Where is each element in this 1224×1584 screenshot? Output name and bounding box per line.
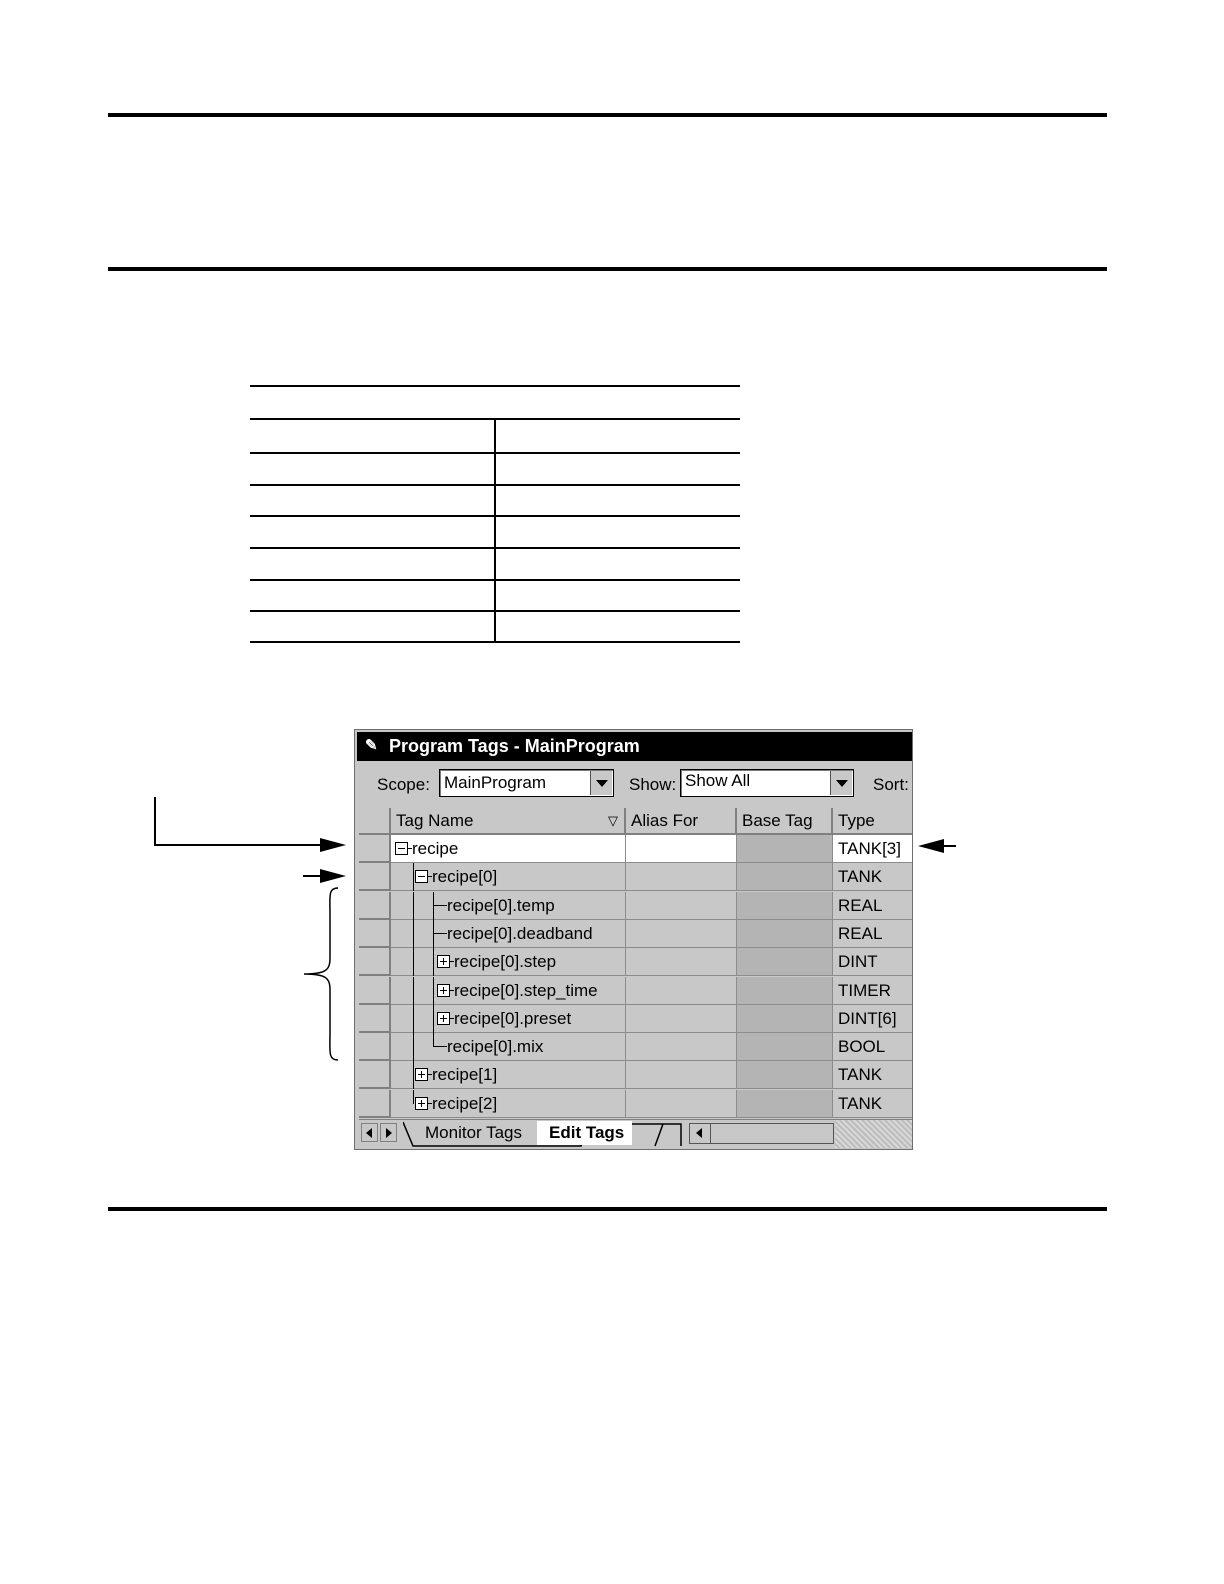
scope-label: Scope: <box>377 775 430 794</box>
tag-name: recipe[1] <box>432 1065 498 1085</box>
tag-name: recipe[0].preset <box>454 1008 572 1028</box>
expand-icon[interactable] <box>415 1068 428 1081</box>
scope-value: MainProgram <box>444 773 547 792</box>
alias-for-cell[interactable] <box>626 835 737 863</box>
alias-for-cell[interactable] <box>626 948 737 976</box>
type-cell[interactable]: REAL <box>833 920 913 948</box>
table-row[interactable] <box>359 1033 913 1061</box>
bottom-rule <box>108 1207 1107 1211</box>
alias-for-cell[interactable] <box>626 1005 737 1033</box>
tag-name-cell[interactable] <box>391 863 626 891</box>
base-tag-cell <box>737 863 833 891</box>
expand-icon[interactable] <box>415 1097 428 1110</box>
row-selector[interactable] <box>359 1090 391 1118</box>
alias-for-cell[interactable] <box>626 892 737 920</box>
tag-name-cell[interactable] <box>391 1005 626 1033</box>
collapse-icon[interactable] <box>415 870 428 883</box>
base-tag-cell <box>737 977 833 1005</box>
toolbar <box>359 763 912 803</box>
collapse-icon[interactable] <box>395 842 408 855</box>
tab-edit-tags[interactable]: Edit Tags <box>537 1121 632 1145</box>
tag-name: recipe <box>412 839 459 858</box>
row-selector[interactable] <box>359 892 391 920</box>
column-header-alias-for[interactable]: Alias For <box>626 808 737 835</box>
expand-icon[interactable] <box>437 984 450 997</box>
table-row[interactable] <box>359 920 913 948</box>
alias-for-cell[interactable] <box>626 977 737 1005</box>
type-cell[interactable]: TANK <box>833 863 913 891</box>
type-cell[interactable]: REAL <box>833 892 913 920</box>
alias-for-cell[interactable] <box>626 1090 737 1118</box>
tag-name-cell[interactable] <box>391 1061 626 1089</box>
show-dropdown[interactable] <box>680 769 854 797</box>
tree-line <box>413 1005 414 1033</box>
row-selector[interactable] <box>359 920 391 948</box>
tag-name: recipe[0].step <box>454 952 557 972</box>
alias-for-cell[interactable] <box>626 863 737 891</box>
row-selector[interactable] <box>359 977 391 1005</box>
table-row[interactable] <box>359 863 913 891</box>
tag-name: recipe[0].deadband <box>447 923 593 943</box>
chevron-down-icon[interactable] <box>830 771 852 795</box>
tree-line <box>433 1046 447 1047</box>
scroll-left-icon[interactable] <box>690 1124 711 1143</box>
tree-line <box>433 892 434 920</box>
alias-for-cell[interactable] <box>626 1061 737 1089</box>
base-tag-cell <box>737 948 833 976</box>
row-selector[interactable] <box>359 1005 391 1033</box>
program-tags-window <box>354 729 913 1150</box>
row-selector[interactable] <box>359 1061 391 1089</box>
pencil-icon: ✎ <box>365 737 378 754</box>
base-tag-cell <box>737 835 833 863</box>
base-tag-cell <box>737 1005 833 1033</box>
corner-header[interactable] <box>359 808 391 835</box>
tag-name-cell[interactable] <box>391 948 626 976</box>
base-tag-cell <box>737 1090 833 1118</box>
tag-name-cell[interactable] <box>391 920 626 948</box>
title-bar[interactable] <box>357 732 912 761</box>
scope-dropdown[interactable] <box>439 769 614 797</box>
table-row[interactable] <box>359 1005 913 1033</box>
alias-for-cell[interactable] <box>626 1033 737 1061</box>
tag-name-cell[interactable] <box>391 1090 626 1118</box>
chevron-down-icon[interactable] <box>590 771 612 795</box>
column-header-label: Tag Name <box>396 811 474 830</box>
table-row[interactable] <box>359 948 913 976</box>
table-row[interactable] <box>359 977 913 1005</box>
type-cell[interactable]: DINT <box>833 948 913 976</box>
tree-line <box>433 1005 434 1033</box>
tree-line <box>433 905 447 906</box>
tree-line <box>433 948 434 976</box>
tree-line <box>433 977 434 1005</box>
row-selector[interactable] <box>359 1033 391 1061</box>
table-row[interactable] <box>359 1090 913 1118</box>
base-tag-cell <box>737 1061 833 1089</box>
tree-line <box>433 1033 434 1047</box>
tab-scroll-right-button[interactable] <box>380 1123 397 1142</box>
show-value: Show All <box>685 771 751 790</box>
top-rule <box>108 113 1107 117</box>
section-rule <box>108 267 1107 271</box>
column-header-tag-name[interactable] <box>391 808 626 835</box>
tag-name: recipe[0].step_time <box>454 980 598 1000</box>
row-selector[interactable] <box>359 863 391 891</box>
sort-descending-icon: ▽ <box>608 813 618 828</box>
tag-name-cell[interactable] <box>391 1033 626 1061</box>
column-header-base-tag[interactable]: Base Tag <box>737 808 833 835</box>
members-brace <box>298 886 342 1062</box>
window-title: Program Tags - MainProgram <box>389 736 640 756</box>
base-tag-cell <box>737 1033 833 1061</box>
type-cell[interactable]: TANK[3] <box>833 835 913 863</box>
tag-name-cell[interactable] <box>391 892 626 920</box>
tree-line <box>413 1033 414 1061</box>
tree-line <box>433 920 434 948</box>
tree-line <box>413 1090 414 1104</box>
horizontal-scrollbar[interactable] <box>689 1123 834 1144</box>
tab-monitor-tags[interactable]: Monitor Tags <box>425 1123 523 1142</box>
column-header-type[interactable]: Type <box>833 808 913 835</box>
tree-line <box>413 1061 414 1089</box>
tree-line <box>413 948 414 976</box>
tree-line <box>433 933 447 934</box>
tree-line <box>413 863 414 891</box>
table-row[interactable] <box>359 892 913 920</box>
show-label: Show: <box>629 775 677 794</box>
tag-name-cell[interactable] <box>391 977 626 1005</box>
type-cell[interactable]: TIMER <box>833 977 913 1005</box>
row-selector[interactable] <box>359 835 391 863</box>
base-tag-cell <box>737 892 833 920</box>
base-tag-cell <box>737 920 833 948</box>
table-row[interactable] <box>359 835 913 863</box>
expand-icon[interactable] <box>437 955 450 968</box>
type-cell[interactable]: TANK <box>833 1061 913 1089</box>
alias-for-cell[interactable] <box>626 920 737 948</box>
resize-area <box>835 1120 913 1148</box>
grid-body <box>359 835 913 1119</box>
tree-line <box>413 892 414 920</box>
sort-label: Sort: <box>873 775 909 794</box>
tab-bar <box>359 1119 913 1148</box>
grid-header <box>359 808 913 835</box>
tree-line <box>413 977 414 1005</box>
expand-icon[interactable] <box>437 1012 450 1025</box>
tag-name-cell[interactable] <box>391 835 626 863</box>
type-cell[interactable]: DINT[6] <box>833 1005 913 1033</box>
tree-line <box>413 920 414 948</box>
tag-name: recipe[0].mix <box>447 1037 544 1057</box>
tab-scroll-left-button[interactable] <box>361 1123 378 1142</box>
type-cell[interactable]: BOOL <box>833 1033 913 1061</box>
type-cell[interactable]: TANK <box>833 1090 913 1118</box>
tag-name: recipe[0].temp <box>447 895 555 915</box>
row-selector[interactable] <box>359 948 391 976</box>
tag-name: recipe[2] <box>432 1093 498 1113</box>
table-row[interactable] <box>359 1061 913 1089</box>
tag-name: recipe[0] <box>432 867 498 887</box>
